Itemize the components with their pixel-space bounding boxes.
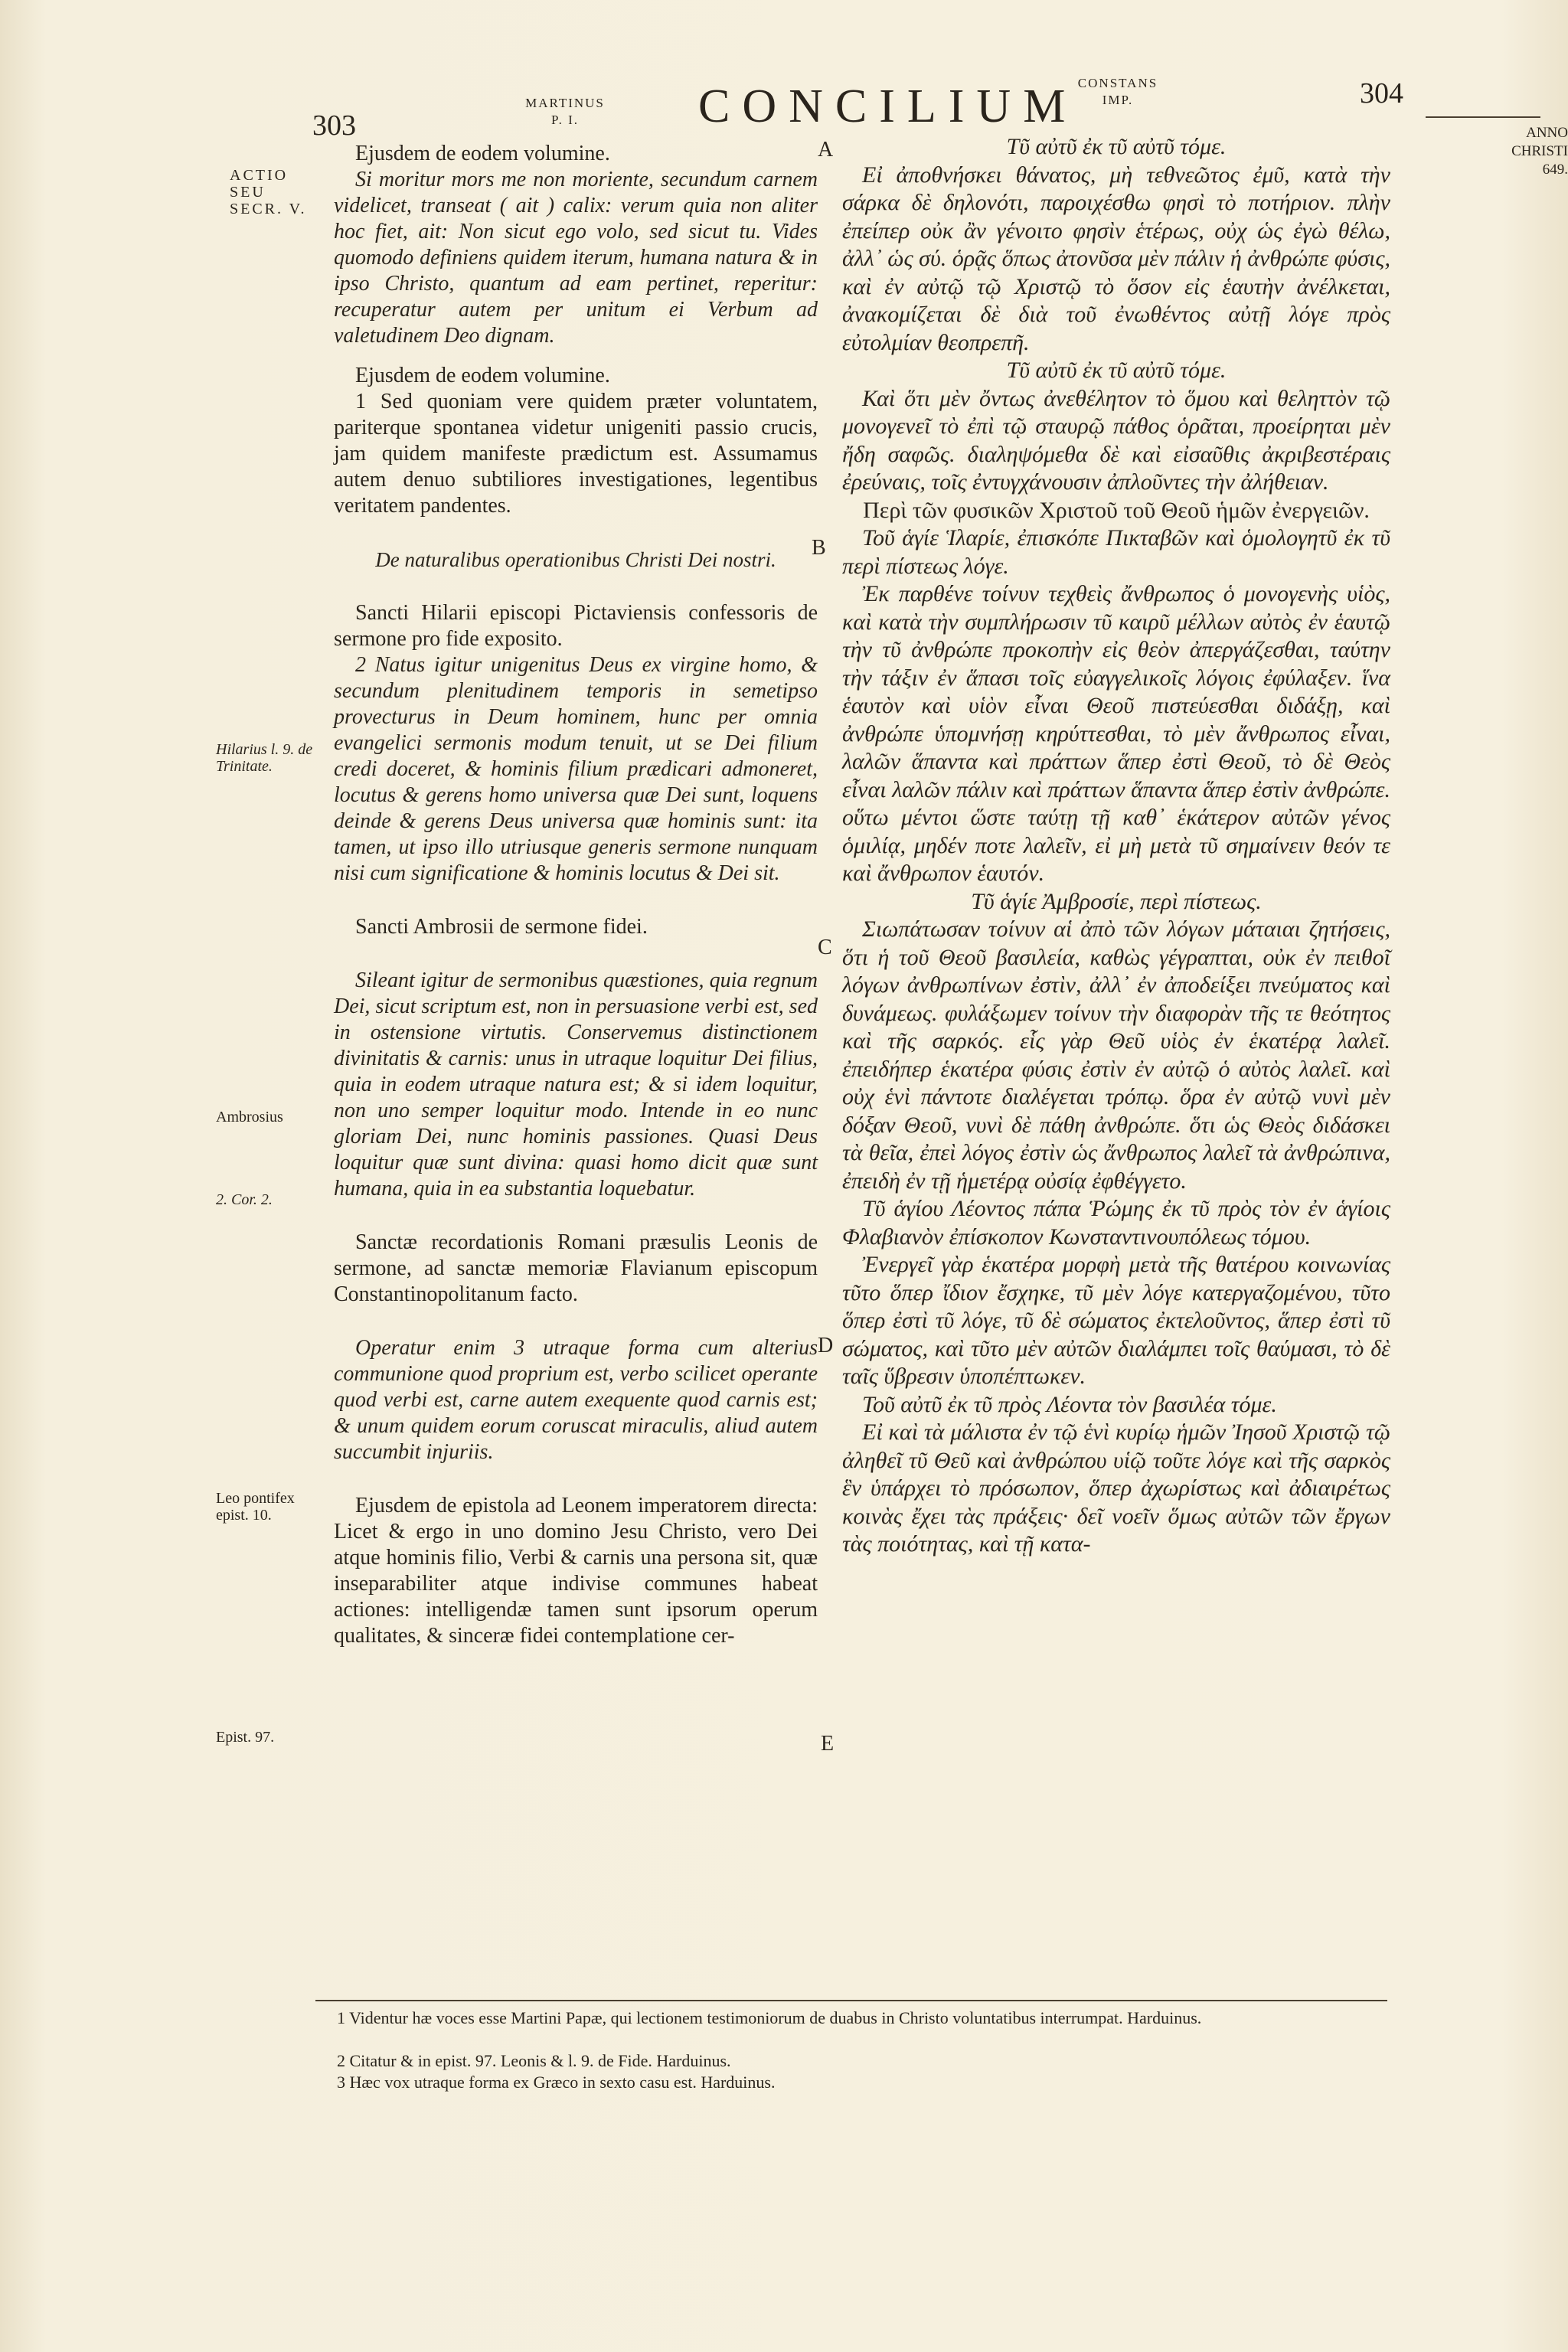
latin-text-epistola: Ejusdem de epistola ad Leonem imperatorem directa: Licet & ergo in uno domino Jesu Christo, vero Dei atque hominis filio, Verbi & carnis una persona sit, quæ inseparabiliter atque indivise communes habeat actiones: intelligendæ tamen sunt ipsorum operum qualitates, & sinceræ fidei contemplatione cer- [334,1494,818,1648]
anno-line3: 649. [1542,162,1568,178]
latin-text-1: Si moritur mors me non moriente, secundum carnem videlicet, transeat ( ait ) calix: verum quia non aliter hoc fiet, ait: Non sicut ego volo, sed sicut tu. Vides quomodo definiens quidem iterum, humana natura & in ipso Christo, quantum ad eam pertinet, reperitur: recuperatur autem per unitum ei Verbum ad valetudinem Deo dignam. [334,168,818,348]
anno-christi [1494,124,1568,179]
greek-text-1: Εἰ ἀποθνήσκει θάνατος, μὴ τεθνεῶτος ἐμῦ, κατὰ τὴν σάρκα δὲ δηλονότι, παροιχέσθω φησὶ τὸ ποτήριον. πλὴν ἐπείπερ οὐκ ἂν γένοιτο φησὶν ἑτέρως, οὐχ ὡς ἐγὼ θέλω, ἀλλ᾽ ὡς σύ. ὁρᾷς ὅπως ἀτονῦσα μὲν πάλιν ἡ ἀνθρώπε φύσις, καὶ ἐν αὐτῷ τῷ Χριστῷ τὸ ὅσον εἰς ἑαυτὴν ἀνέλκεται, ἀνακομίζεται δὲ διὰ τοῦ ἐνωθέντος αὐτῇ λόγε πρὸς εὐτολμίαν θεοπρεπῆ. [842,162,1390,355]
running-title: CONCILIUM [698,80,1078,132]
section-letter-e: E [821,1732,835,1756]
header-constans-line2: IMP. [1102,93,1134,107]
page-number-right: 304 [1360,77,1403,109]
latin-heading-hilarius: Sancti Hilarii episcopi Pictaviensis confessoris de sermone pro fide exposito. [334,601,818,651]
latin-text-hilarius: 2 Natus igitur unigenitus Deus ex virgine homo, & secundum plenitudinem temporis in semetipso provecturus in Deum hominem, hunc per omnia evangelici sermonis modum tenuit, ut se Dei filium credi doceret, & hominis filium prædicari admoneret, locutus & gerens homo universa quæ Dei sunt, loquens deinde & gerens Deus universa quæ hominis sunt: ita tamen, ut ipso illo utriusque generis sermone nunquam nisi cum significatione & hominis locutus & Dei sit. [334,653,818,885]
greek-heading-hilarius: Τοῦ ἁγίε Ἱλαρίε, ἐπισκόπε Πικταβῶν καὶ ὁμολογητῦ ἐκ τῦ περὶ πίστεως λόγε. [842,525,1390,579]
greek-heading-2: Τῦ αὐτῦ ἐκ τῦ αὐτῦ τόμε. [1006,358,1227,383]
margin-note-cor: 2. Cor. 2. [216,1191,273,1208]
greek-heading-leo-2: Τοῦ αὐτῦ ἐκ τῦ πρὸς Λέοντα τὸν βασιλέα τόμε. [862,1391,1277,1417]
header-constans-line1: CONSTANS [1077,76,1158,90]
header-constans [1076,75,1160,109]
greek-heading-ambrosius: Τῦ ἁγίε Ἀμβροσίε, περὶ πίστεως. [971,888,1262,914]
footnote-2: 2 Citatur & in epist. 97. Leonis & l. 9. de Fide. Harduinus. [337,2051,731,2070]
margin-note-leo: Leo pontifex epist. 10. [216,1490,295,1524]
latin-heading-leo: Sanctæ recordationis Romani præsulis Leonis de sermone, ad sanctæ memoriæ Flavianum episcopum Constantinopolitanum facto. [334,1230,818,1306]
greek-text-leo: Ἐνεργεῖ γὰρ ἑκατέρα μορφὴ μετὰ τῆς θατέρου κοινωνίας τῦτο ὅπερ ἴδιον ἔσχηκε, τῦ μὲν λόγε κατεργαζομένου, τῦτο ὅπερ ἐστὶ τῦ λόγε, τῦ δὲ σώματος ἐκτελοῦντος, ἅπερ ἐστὶ τῦ σώματος, καὶ τῦτο μὲν αὐτῶν διαλάμπει τοῖς θαύμασι, τὸ δὲ ταῖς ὕβρεσιν ὑποπέπτωκεν. [842,1252,1390,1389]
margin-note-hilarius: Hilarius l. 9. de Trinitate. [216,741,313,775]
margin-note-ambrosius: Ambrosius [216,1109,283,1125]
section-letter-b: B [812,536,826,560]
greek-text-hilarius: Ἐκ παρθένε τοίνυν τεχθεὶς ἄνθρωπος ὁ μονογενὴς υἱὸς, καὶ κατὰ τὴν συμπλήρωσιν τῦ καιρῦ μέλλων αὐτὸς ἐν ἑαυτῷ τὴν τῦ ἀνθρώπε προκοπὴν εἰς θεὸν ἀπεργάζεσθαι, ταύτην τὴν τάξιν ἐν ἅπασι τοῖς εὐαγγελικοῖς λόγοις ἐφύλαξεν. ἵνα ἑαυτὸν καὶ υἱὸν εἶναι Θεοῦ πιστεύεσθαι διδάξῃ, καὶ ἀνθρώπε ὑπομνήσῃ κηρύττεσθαι, τὸ μὲν ἄνθρωπος εἶναι, λαλῶν ἅπαντα καὶ πράττων ἅπερ ἐστὶ Θεοῦ, τὸ δὲ Θεὸς εἶναι λαλῶν πάλιν καὶ πράττων ἅπαντα ἅπερ ἐστὶν ἀνθρώπε. οὕτω μέντοι ὥστε ταύτῃ τῇ καθ᾽ ἑκάτερον αὐτῶν γένος ὁμιλίᾳ, μηδέν ποτε λαλεῖν, εἰ μὴ μετὰ τῦ σημαίνειν θεόν τε καὶ ἄνθρωπον ἑαυτόν. [842,581,1390,886]
header-martinus [523,95,607,129]
latin-column [334,141,818,1649]
section-letter-d: D [818,1334,834,1357]
greek-section-title: Περὶ τῶν φυσικῶν Χριστοῦ τοῦ Θεοῦ ἡμῶν ἐνεργειῶν. [863,497,1370,523]
greek-text-leo-2: Εἰ καὶ τὰ μάλιστα ἐν τῷ ἑνὶ κυρίῳ ἡμῶν Ἰησοῦ Χριστῷ τῷ ἀληθεῖ τῦ Θεῦ καὶ ἀνθρώπου υἱῷ τοῦτε λόγε καὶ τῆς σαρκὸς ἓν ὑπάρχει τὸ πρόσωπον, ὅπερ ἀχωρίστως καὶ ἀδιαιρέτως κοινὰς ἔχει τὰς πράξεις· δεῖ νοεῖν ὅμως αὐτῶν τῶν ἔργων τὰς ποιότητας, καὶ τῇ κατα- [842,1419,1390,1557]
margin-note-epist: Epist. 97. [216,1729,275,1746]
margin-note-actio: ACTIO SEU SECR. V. [230,167,307,217]
latin-text-ambrosius: Sileant igitur de sermonibus quæstiones, quia regnum Dei, sicut scriptum est, non in persuasione verbi est, sed in ostensione virtutis. Conservemus distinctionem divinitatis & carnis: unus in utraque loquitur Dei filius, quia in eodem utraque natura est; & si idem loquitur, non uno semper loquitur modo. Intende in eo nunc gloriam Dei, nunc hominis passiones. Quasi Deus loquitur quæ sunt divina: quasi homo dicit quæ sunt humana, quia in ea substantia loquebatur. [334,969,818,1200]
latin-heading-2: Ejusdem de eodem volumine. [355,364,610,387]
header-martinus-line1: MARTINUS [525,96,605,110]
header-martinus-line2: P. I. [551,113,579,127]
latin-text-leo: Operatur enim 3 utraque forma cum alterius communione quod proprium est, verbo scilicet operante quod verbi est, carne autem exequente quod carnis est; & unum quidem eorum coruscat miraculis, aliud autem succumbit injuriis. [334,1336,818,1464]
latin-text-2: 1 Sed quoniam vere quidem præter voluntatem, pariterque spontanea videtur unigeniti passio crucis, jam quidem manifeste prædictum est. Assumamus autem denuo subtiliores investigationes, legentibus veritatem pandentes. [334,390,818,518]
anno-line1: ANNO [1526,125,1568,141]
footnote-1: 1 Videntur hæ voces esse Martini Papæ, qui lectionem testimoniorum de duabus in Christo voluntatibus interrumpat. Harduinus. [337,2008,1202,2027]
greek-text-ambrosius: Σιωπάτωσαν τοίνυν αἱ ἀπὸ τῶν λόγων μάταιαι ζητήσεις, ὅτι ἡ τοῦ Θεοῦ βασιλεία, καθὼς γέγραπται, οὐκ ἐν πειθοῖ λόγων ἀνθρωπίνων ἐστὶν, ἀλλ᾽ ἐν ἀποδείξει πνεύματος καὶ δυνάμεως. φυλάξωμεν τοίνυν τὴν διαφορὰν τῆς τε θεότητος καὶ τῆς σαρκός. εἷς γὰρ Θεῦ υἱὸς ἐν ἑκατέρᾳ λαλεῖ. ἐπειδήπερ ἑκατέρα φύσις ἐστὶν ἐν αὐτῷ ὁ αὐτὸς λαλεῖ. καὶ οὐχ ἑνὶ πάντοτε διαλέγεται τρόπῳ. ὅρα ἐν αὐτῷ νυνὶ μὲν δόξαν Θεοῦ, νυνὶ δὲ πάθη ἀνθρώπε. ὅτι ὡς Θεὸς διδάσκει τὰ θεῖα, ἐπεὶ λόγος ἐστὶν ὡς ἄνθρωπος λαλεῖ τὰ ἀνθρώπινα, ἐπειδὴ ἐν τῇ ἡμετέρᾳ οὐσίᾳ ἐφθέγγετο. [842,916,1390,1194]
footnote-rule [315,2000,1387,2001]
anno-line2: CHRISTI [1511,143,1568,159]
section-letter-a: A [818,138,834,162]
greek-heading-1: Τῦ αὐτῦ ἐκ τῦ αὐτῦ τόμε. [1006,134,1227,159]
greek-heading-leo: Τῦ ἁγίου Λέοντος πάπα Ῥώμης ἐκ τῦ πρὸς τὸν ἐν ἁγίοις Φλαβιανὸν ἐπίσκοπον Κωνσταντινουπόλεως τόμου. [842,1196,1390,1250]
greek-text-2: Καὶ ὅτι μὲν ὄντως ἀνεθέλητον τὸ ὅμου καὶ θεληττὸν τῷ μονογενεῖ τὸ ἐπὶ τῷ σταυρῷ πάθος ὁρᾶται, προείρηται μὲν ἤδη σαφῶς. διαληψόμεθα δὲ καὶ εἰσαῦθις ἀκριβεστέραις ἐρεύναις, τοῖς ἐντυγχάνουσιν ἀπλοῦντες τὴν ἀλήθειαν. [842,385,1390,495]
latin-heading-1: Ejusdem de eodem volumine. [355,142,610,165]
latin-heading-ambrosius: Sancti Ambrosii de sermone fidei. [355,915,648,939]
footnote-3: 3 Hæc vox utraque forma ex Græco in sexto casu est. Harduinus. [337,2073,776,2092]
latin-section-title: De naturalibus operationibus Christi Dei nostri. [375,548,776,571]
greek-column [842,133,1390,1559]
page-number-left: 303 [312,109,356,142]
header-rule [1426,116,1540,118]
section-letter-c: C [818,936,832,959]
